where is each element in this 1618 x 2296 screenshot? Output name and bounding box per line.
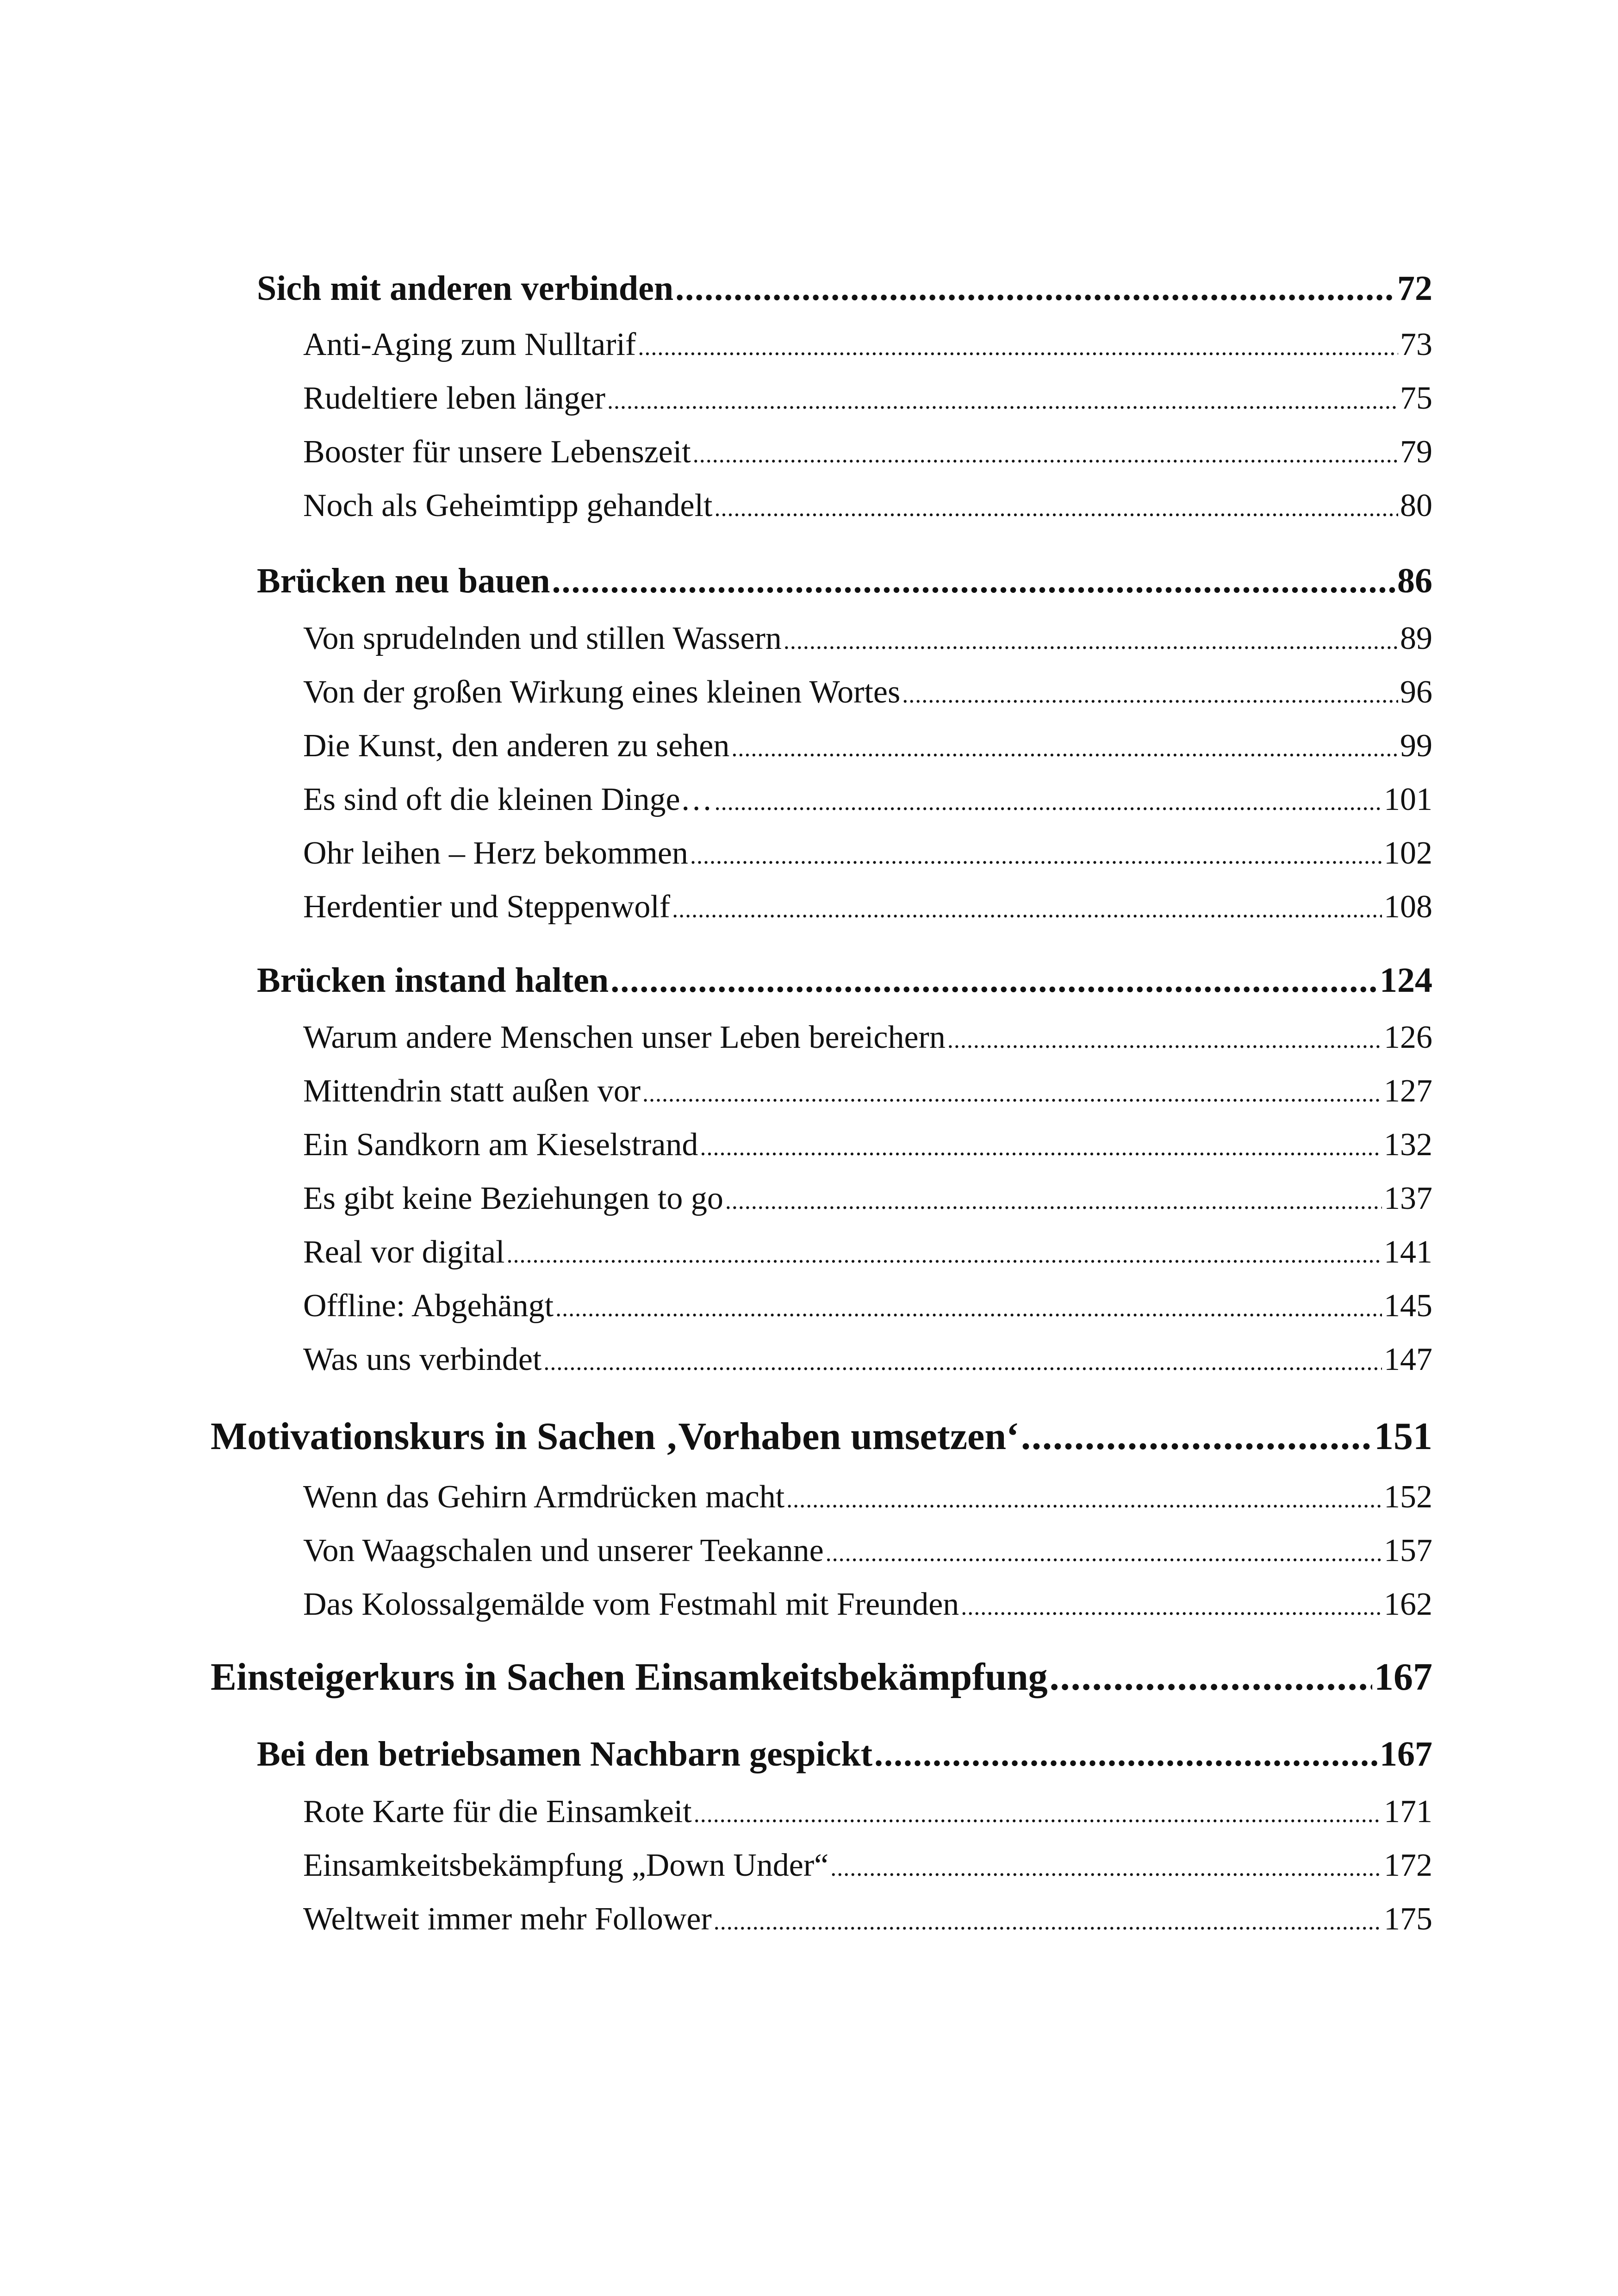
toc-entry-page: 147: [1384, 1342, 1432, 1377]
toc-entry: [303, 1847, 1432, 1884]
toc-entry-title: Sich mit anderen verbinden: [257, 269, 674, 308]
toc-entry-title: Die Kunst, den anderen zu sehen: [303, 728, 730, 764]
toc-entry-page: 171: [1384, 1794, 1432, 1829]
toc-entry-page: 127: [1384, 1073, 1432, 1109]
toc-entry: [303, 1532, 1432, 1569]
leader-dots: [714, 1908, 1382, 1935]
leader-dots: [1050, 1655, 1372, 1699]
toc-entry: [257, 268, 1432, 309]
toc-entry: [211, 1655, 1432, 1699]
leader-dots: [961, 1593, 1382, 1621]
toc-entry: [303, 1793, 1432, 1830]
toc-entry-page: 157: [1384, 1533, 1432, 1568]
toc-entry: [303, 326, 1432, 363]
toc-entry-page: 79: [1400, 434, 1432, 470]
leader-dots: [826, 1540, 1382, 1567]
toc-entry-title: Ohr leihen – Herz bekommen: [303, 835, 688, 871]
leader-dots: [607, 387, 1398, 415]
toc-entry: [257, 960, 1432, 1001]
toc-entry: [303, 1341, 1432, 1378]
toc-entry-title: Bei den betriebsamen Nachbarn gespickt: [257, 1735, 872, 1773]
leader-dots: [700, 1134, 1382, 1161]
toc-entry-page: 124: [1380, 961, 1432, 1000]
toc-entry: [303, 1586, 1432, 1623]
toc-entry-title: Herdentier und Steppenwolf: [303, 889, 671, 925]
toc-entry-page: 108: [1384, 889, 1432, 925]
toc-entry-title: Noch als Geheimtipp gehandelt: [303, 488, 713, 523]
toc-entry-page: 151: [1374, 1415, 1432, 1458]
leader-dots: [506, 1241, 1382, 1269]
leader-dots: [672, 896, 1382, 923]
leader-dots: [725, 1188, 1382, 1215]
toc-entry: [211, 1414, 1432, 1459]
toc-entry-page: 162: [1384, 1587, 1432, 1622]
toc-entry-title: Von sprudelnden und stillen Wassern: [303, 621, 782, 656]
leader-dots: [714, 495, 1398, 522]
toc-entry-title: Von Waagschalen und unserer Teekanne: [303, 1533, 824, 1568]
toc-entry-title: Einsamkeitsbekämpfung „Down Under“: [303, 1848, 829, 1883]
leader-dots: [874, 1734, 1378, 1774]
toc-entry-title: Es gibt keine Beziehungen to go: [303, 1181, 723, 1216]
toc-entry-page: 99: [1400, 728, 1432, 764]
toc-entry-title: Real vor digital: [303, 1234, 505, 1270]
toc-entry-title: Offline: Abgehängt: [303, 1288, 554, 1324]
toc-entry: [303, 620, 1432, 657]
toc-entry-title: Einsteigerkurs in Sachen Einsamkeitsbekämpfung: [211, 1655, 1048, 1699]
toc-entry-page: 75: [1400, 380, 1432, 416]
toc-entry-title: Booster für unsere Lebenszeit: [303, 434, 691, 470]
toc-entry-page: 96: [1400, 674, 1432, 710]
toc-entry: [303, 1901, 1432, 1938]
toc-entry: [303, 434, 1432, 471]
leader-dots: [947, 1027, 1382, 1054]
toc-entry-page: 167: [1380, 1735, 1432, 1773]
toc-entry-title: Rote Karte für die Einsamkeit: [303, 1794, 692, 1829]
toc-entry: [303, 674, 1432, 711]
leader-dots: [690, 842, 1382, 870]
toc-entry-title: Das Kolossalgemälde vom Festmahl mit Freunden: [303, 1587, 959, 1622]
toc-entry: [303, 1479, 1432, 1516]
leader-dots: [543, 1349, 1382, 1376]
leader-dots: [693, 441, 1398, 468]
toc-entry-page: 80: [1400, 488, 1432, 523]
toc-entry-title: Was uns verbindet: [303, 1342, 542, 1377]
toc-entry-title: Weltweit immer mehr Follower: [303, 1901, 712, 1937]
toc-entry-page: 86: [1397, 561, 1432, 600]
toc-entry-page: 175: [1384, 1901, 1432, 1937]
leader-dots: [610, 960, 1378, 1001]
toc-entry: [257, 1734, 1432, 1774]
leader-dots: [642, 1080, 1382, 1108]
toc-entry-page: 137: [1384, 1181, 1432, 1216]
toc-entry: [303, 1126, 1432, 1164]
leader-dots: [1021, 1414, 1372, 1459]
leader-dots: [784, 628, 1398, 655]
toc-entry-title: Anti-Aging zum Nulltarif: [303, 327, 636, 362]
leader-dots: [552, 561, 1396, 601]
leader-dots: [731, 735, 1398, 762]
toc-entry-title: Brücken neu bauen: [257, 561, 550, 600]
toc-entry-title: Motivationskurs in Sachen ‚Vorhaben umsetzen‘: [211, 1415, 1020, 1458]
leader-dots: [694, 1801, 1382, 1828]
leader-dots: [555, 1295, 1382, 1322]
toc-entry-title: Rudeltiere leben länger: [303, 380, 606, 416]
toc-entry-page: 72: [1397, 269, 1432, 308]
leader-dots: [715, 789, 1382, 816]
toc-entry-page: 73: [1400, 327, 1432, 362]
toc-entry-page: 145: [1384, 1288, 1432, 1324]
toc-entry-title: Mittendrin statt außen vor: [303, 1073, 641, 1109]
toc-entry: [303, 835, 1432, 872]
toc-entry: [303, 1180, 1432, 1217]
toc-entry: [303, 380, 1432, 417]
leader-dots: [638, 334, 1398, 361]
toc-entry-page: 126: [1384, 1020, 1432, 1055]
toc-entry-page: 89: [1400, 621, 1432, 656]
toc-entry-title: Warum andere Menschen unser Leben bereichern: [303, 1020, 946, 1055]
leader-dots: [830, 1854, 1382, 1882]
toc-entry: [303, 1073, 1432, 1110]
toc-entry: [303, 1234, 1432, 1271]
toc-entry: [303, 728, 1432, 765]
toc-entry-page: 152: [1384, 1479, 1432, 1515]
toc-entry: [303, 889, 1432, 926]
toc-entry: [257, 561, 1432, 601]
toc-entry: [303, 781, 1432, 818]
toc-entry-page: 132: [1384, 1127, 1432, 1163]
leader-dots: [786, 1486, 1382, 1513]
toc-entry-title: Brücken instand halten: [257, 961, 609, 1000]
toc-entry-title: Wenn das Gehirn Armdrücken macht: [303, 1479, 785, 1515]
toc-entry-title: Ein Sandkorn am Kieselstrand: [303, 1127, 698, 1163]
leader-dots: [675, 268, 1395, 309]
toc-entry-title: Von der großen Wirkung eines kleinen Wortes: [303, 674, 901, 710]
toc-entry: [303, 487, 1432, 524]
toc-entry-title: Es sind oft die kleinen Dinge…: [303, 782, 713, 817]
toc-entry: [303, 1019, 1432, 1056]
leader-dots: [902, 681, 1398, 709]
toc-entry-page: 102: [1384, 835, 1432, 871]
toc-entry-page: 141: [1384, 1234, 1432, 1270]
toc-entry: [303, 1288, 1432, 1325]
toc-entry-page: 101: [1384, 782, 1432, 817]
toc-entry-page: 172: [1384, 1848, 1432, 1883]
toc-entry-page: 167: [1374, 1655, 1432, 1699]
